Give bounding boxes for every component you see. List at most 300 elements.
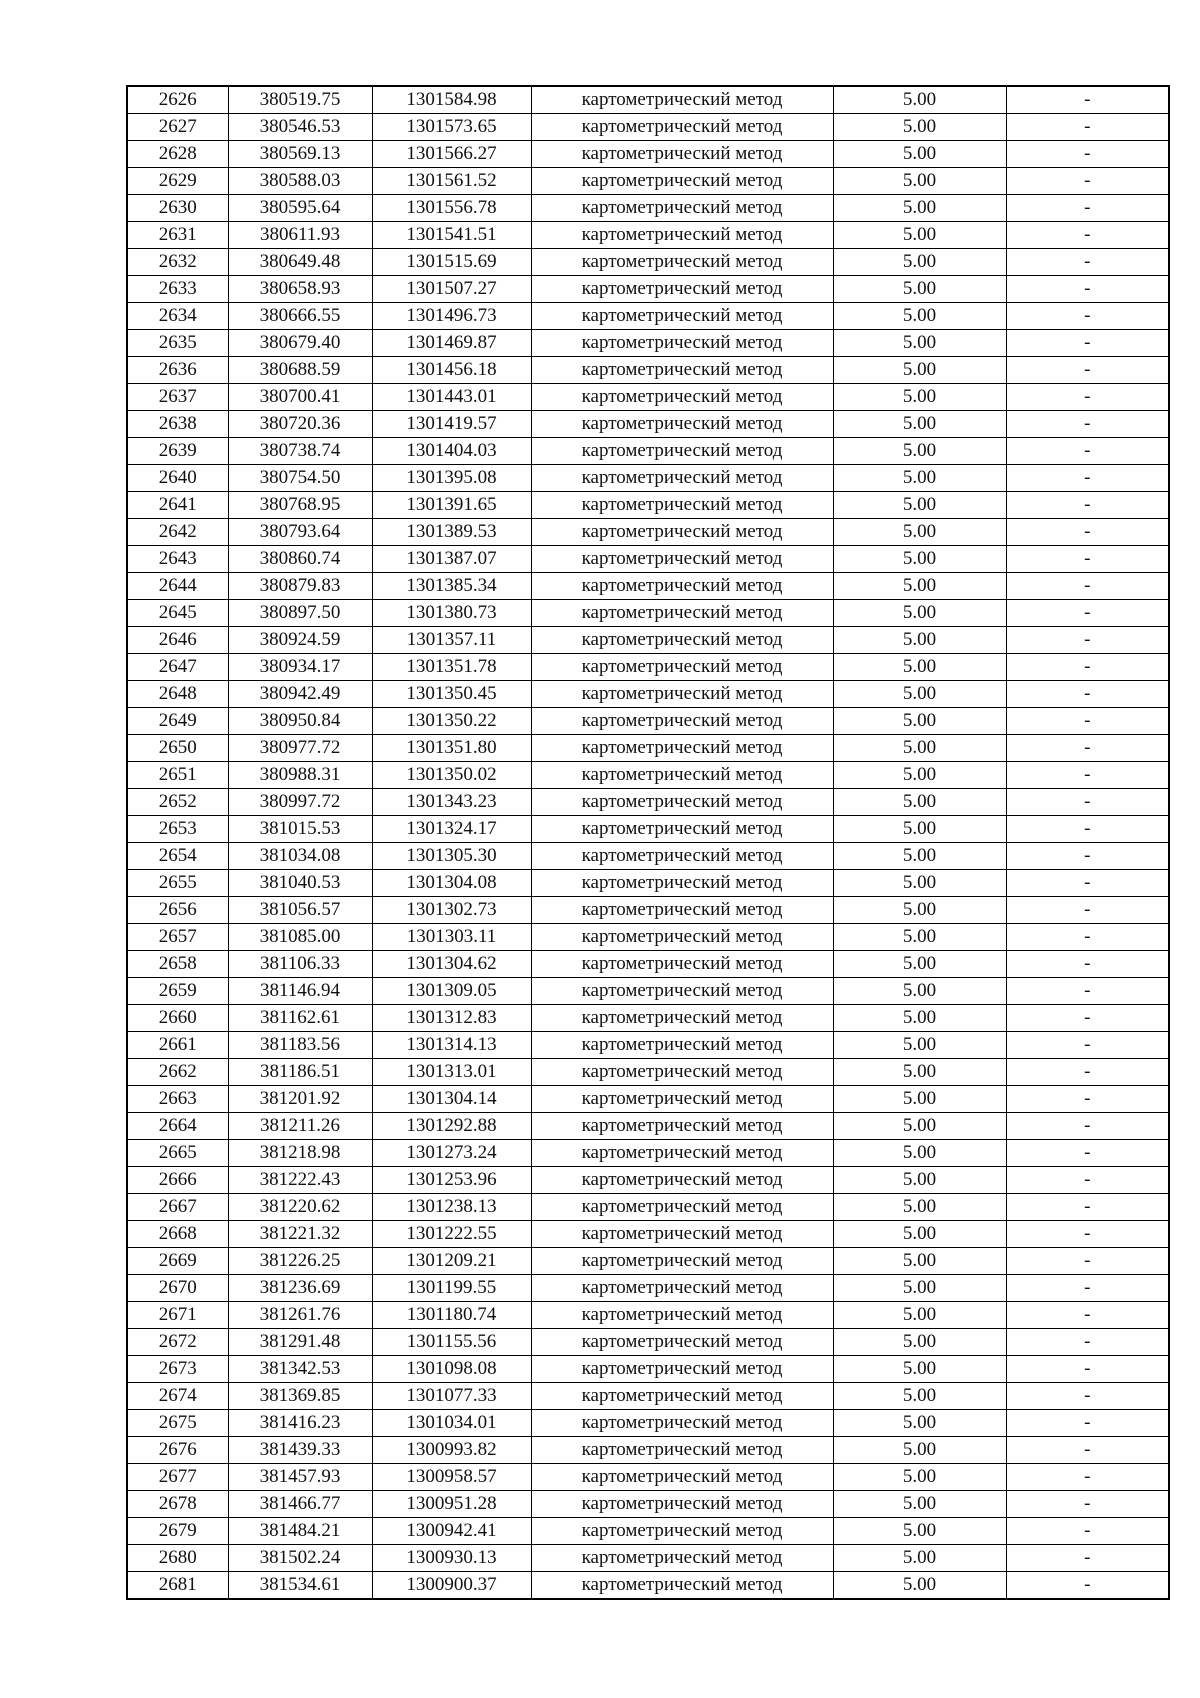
table-row: [127, 168, 1169, 195]
method-cell: картометрический метод: [531, 384, 833, 411]
x-coordinate-cell: 380569.13: [228, 141, 372, 168]
y-coordinate-cell: 1301456.18: [372, 357, 531, 384]
point-number-cell: 2657: [127, 924, 228, 951]
method-cell: картометрический метод: [531, 1167, 833, 1194]
note-cell: -: [1006, 1140, 1169, 1167]
point-number-cell: 2658: [127, 951, 228, 978]
table-row: [127, 357, 1169, 384]
point-number-cell: 2646: [127, 627, 228, 654]
accuracy-cell: 5.00: [833, 1491, 1006, 1518]
note-cell: -: [1006, 1059, 1169, 1086]
accuracy-cell: 5.00: [833, 141, 1006, 168]
table-row: [127, 1032, 1169, 1059]
point-number-cell: 2667: [127, 1194, 228, 1221]
y-coordinate-cell: 1301304.08: [372, 870, 531, 897]
accuracy-cell: 5.00: [833, 978, 1006, 1005]
note-cell: -: [1006, 168, 1169, 195]
point-number-cell: 2629: [127, 168, 228, 195]
note-cell: -: [1006, 86, 1169, 114]
table-row: [127, 141, 1169, 168]
accuracy-cell: 5.00: [833, 1113, 1006, 1140]
table-row: [127, 816, 1169, 843]
table-row: [127, 789, 1169, 816]
y-coordinate-cell: 1301222.55: [372, 1221, 531, 1248]
x-coordinate-cell: 380950.84: [228, 708, 372, 735]
accuracy-cell: 5.00: [833, 654, 1006, 681]
note-cell: -: [1006, 303, 1169, 330]
method-cell: картометрический метод: [531, 492, 833, 519]
note-cell: -: [1006, 816, 1169, 843]
table-row: [127, 222, 1169, 249]
accuracy-cell: 5.00: [833, 1356, 1006, 1383]
table-row: [127, 1383, 1169, 1410]
table-row: [127, 384, 1169, 411]
y-coordinate-cell: 1301034.01: [372, 1410, 531, 1437]
note-cell: -: [1006, 357, 1169, 384]
point-number-cell: 2649: [127, 708, 228, 735]
table-row: [127, 654, 1169, 681]
note-cell: -: [1006, 1086, 1169, 1113]
method-cell: картометрический метод: [531, 1005, 833, 1032]
point-number-cell: 2631: [127, 222, 228, 249]
table-row: [127, 1221, 1169, 1248]
note-cell: -: [1006, 1248, 1169, 1275]
y-coordinate-cell: 1301350.22: [372, 708, 531, 735]
x-coordinate-cell: 380611.93: [228, 222, 372, 249]
x-coordinate-cell: 381106.33: [228, 951, 372, 978]
point-number-cell: 2671: [127, 1302, 228, 1329]
x-coordinate-cell: 380658.93: [228, 276, 372, 303]
y-coordinate-cell: 1301496.73: [372, 303, 531, 330]
y-coordinate-cell: 1301309.05: [372, 978, 531, 1005]
accuracy-cell: 5.00: [833, 1302, 1006, 1329]
y-coordinate-cell: 1301343.23: [372, 789, 531, 816]
point-number-cell: 2637: [127, 384, 228, 411]
point-number-cell: 2669: [127, 1248, 228, 1275]
note-cell: -: [1006, 1329, 1169, 1356]
method-cell: картометрический метод: [531, 573, 833, 600]
point-number-cell: 2640: [127, 465, 228, 492]
table-row: [127, 195, 1169, 222]
table-row: [127, 762, 1169, 789]
note-cell: -: [1006, 438, 1169, 465]
method-cell: картометрический метод: [531, 519, 833, 546]
method-cell: картометрический метод: [531, 627, 833, 654]
x-coordinate-cell: 381211.26: [228, 1113, 372, 1140]
note-cell: -: [1006, 600, 1169, 627]
method-cell: картометрический метод: [531, 600, 833, 627]
accuracy-cell: 5.00: [833, 384, 1006, 411]
table-row: [127, 86, 1169, 114]
point-number-cell: 2670: [127, 1275, 228, 1302]
method-cell: картометрический метод: [531, 438, 833, 465]
method-cell: картометрический метод: [531, 870, 833, 897]
accuracy-cell: 5.00: [833, 1518, 1006, 1545]
x-coordinate-cell: 380649.48: [228, 249, 372, 276]
x-coordinate-cell: 380997.72: [228, 789, 372, 816]
table-row: [127, 492, 1169, 519]
accuracy-cell: 5.00: [833, 546, 1006, 573]
note-cell: -: [1006, 411, 1169, 438]
table-row: [127, 951, 1169, 978]
x-coordinate-cell: 380546.53: [228, 114, 372, 141]
note-cell: -: [1006, 924, 1169, 951]
accuracy-cell: 5.00: [833, 1167, 1006, 1194]
method-cell: картометрический метод: [531, 114, 833, 141]
note-cell: -: [1006, 1221, 1169, 1248]
x-coordinate-cell: 381534.61: [228, 1572, 372, 1600]
method-cell: картометрический метод: [531, 1248, 833, 1275]
accuracy-cell: 5.00: [833, 1059, 1006, 1086]
table-row: [127, 249, 1169, 276]
note-cell: -: [1006, 1275, 1169, 1302]
y-coordinate-cell: 1301180.74: [372, 1302, 531, 1329]
method-cell: картометрический метод: [531, 1491, 833, 1518]
note-cell: -: [1006, 1032, 1169, 1059]
y-coordinate-cell: 1301209.21: [372, 1248, 531, 1275]
x-coordinate-cell: 380879.83: [228, 573, 372, 600]
point-number-cell: 2677: [127, 1464, 228, 1491]
x-coordinate-cell: 380793.64: [228, 519, 372, 546]
accuracy-cell: 5.00: [833, 573, 1006, 600]
method-cell: картометрический метод: [531, 762, 833, 789]
y-coordinate-cell: 1301314.13: [372, 1032, 531, 1059]
method-cell: картометрический метод: [531, 1329, 833, 1356]
x-coordinate-cell: 380519.75: [228, 86, 372, 114]
method-cell: картометрический метод: [531, 1140, 833, 1167]
accuracy-cell: 5.00: [833, 681, 1006, 708]
note-cell: -: [1006, 1491, 1169, 1518]
point-number-cell: 2645: [127, 600, 228, 627]
x-coordinate-cell: 381291.48: [228, 1329, 372, 1356]
method-cell: картометрический метод: [531, 411, 833, 438]
table-row: [127, 303, 1169, 330]
accuracy-cell: 5.00: [833, 1248, 1006, 1275]
method-cell: картометрический метод: [531, 1572, 833, 1600]
method-cell: картометрический метод: [531, 789, 833, 816]
x-coordinate-cell: 381034.08: [228, 843, 372, 870]
accuracy-cell: 5.00: [833, 1221, 1006, 1248]
table-row: [127, 411, 1169, 438]
x-coordinate-cell: 381484.21: [228, 1518, 372, 1545]
accuracy-cell: 5.00: [833, 870, 1006, 897]
accuracy-cell: 5.00: [833, 600, 1006, 627]
point-number-cell: 2636: [127, 357, 228, 384]
point-number-cell: 2635: [127, 330, 228, 357]
y-coordinate-cell: 1301305.30: [372, 843, 531, 870]
note-cell: -: [1006, 492, 1169, 519]
method-cell: картометрический метод: [531, 1437, 833, 1464]
accuracy-cell: 5.00: [833, 1140, 1006, 1167]
table-row: [127, 681, 1169, 708]
x-coordinate-cell: 381226.25: [228, 1248, 372, 1275]
point-number-cell: 2648: [127, 681, 228, 708]
accuracy-cell: 5.00: [833, 1329, 1006, 1356]
y-coordinate-cell: 1301556.78: [372, 195, 531, 222]
accuracy-cell: 5.00: [833, 1410, 1006, 1437]
note-cell: -: [1006, 978, 1169, 1005]
y-coordinate-cell: 1301292.88: [372, 1113, 531, 1140]
y-coordinate-cell: 1301155.56: [372, 1329, 531, 1356]
note-cell: -: [1006, 1410, 1169, 1437]
accuracy-cell: 5.00: [833, 1572, 1006, 1600]
method-cell: картометрический метод: [531, 1059, 833, 1086]
note-cell: -: [1006, 1518, 1169, 1545]
x-coordinate-cell: 380666.55: [228, 303, 372, 330]
point-number-cell: 2659: [127, 978, 228, 1005]
point-number-cell: 2650: [127, 735, 228, 762]
table-row: [127, 465, 1169, 492]
method-cell: картометрический метод: [531, 168, 833, 195]
y-coordinate-cell: 1301404.03: [372, 438, 531, 465]
method-cell: картометрический метод: [531, 1113, 833, 1140]
accuracy-cell: 5.00: [833, 195, 1006, 222]
y-coordinate-cell: 1301351.80: [372, 735, 531, 762]
method-cell: картометрический метод: [531, 1086, 833, 1113]
point-number-cell: 2651: [127, 762, 228, 789]
note-cell: -: [1006, 627, 1169, 654]
x-coordinate-cell: 380679.40: [228, 330, 372, 357]
point-number-cell: 2626: [127, 86, 228, 114]
accuracy-cell: 5.00: [833, 114, 1006, 141]
note-cell: -: [1006, 1464, 1169, 1491]
note-cell: -: [1006, 654, 1169, 681]
note-cell: -: [1006, 1572, 1169, 1600]
accuracy-cell: 5.00: [833, 816, 1006, 843]
y-coordinate-cell: 1301584.98: [372, 86, 531, 114]
method-cell: картометрический метод: [531, 816, 833, 843]
accuracy-cell: 5.00: [833, 330, 1006, 357]
accuracy-cell: 5.00: [833, 276, 1006, 303]
method-cell: картометрический метод: [531, 978, 833, 1005]
method-cell: картометрический метод: [531, 249, 833, 276]
x-coordinate-cell: 380977.72: [228, 735, 372, 762]
point-number-cell: 2642: [127, 519, 228, 546]
x-coordinate-cell: 381236.69: [228, 1275, 372, 1302]
y-coordinate-cell: 1301419.57: [372, 411, 531, 438]
x-coordinate-cell: 381085.00: [228, 924, 372, 951]
y-coordinate-cell: 1301253.96: [372, 1167, 531, 1194]
method-cell: картометрический метод: [531, 924, 833, 951]
y-coordinate-cell: 1301443.01: [372, 384, 531, 411]
note-cell: -: [1006, 249, 1169, 276]
accuracy-cell: 5.00: [833, 1545, 1006, 1572]
method-cell: картометрический метод: [531, 1194, 833, 1221]
table-row: [127, 1005, 1169, 1032]
y-coordinate-cell: 1301199.55: [372, 1275, 531, 1302]
y-coordinate-cell: 1301357.11: [372, 627, 531, 654]
y-coordinate-cell: 1301304.14: [372, 1086, 531, 1113]
x-coordinate-cell: 381369.85: [228, 1383, 372, 1410]
table-row: [127, 924, 1169, 951]
point-number-cell: 2662: [127, 1059, 228, 1086]
x-coordinate-cell: 381221.32: [228, 1221, 372, 1248]
table-row: [127, 1572, 1169, 1600]
note-cell: -: [1006, 114, 1169, 141]
method-cell: картометрический метод: [531, 1302, 833, 1329]
method-cell: картометрический метод: [531, 1410, 833, 1437]
table-row: [127, 843, 1169, 870]
note-cell: -: [1006, 789, 1169, 816]
method-cell: картометрический метод: [531, 951, 833, 978]
accuracy-cell: 5.00: [833, 465, 1006, 492]
x-coordinate-cell: 381439.33: [228, 1437, 372, 1464]
accuracy-cell: 5.00: [833, 627, 1006, 654]
point-number-cell: 2641: [127, 492, 228, 519]
x-coordinate-cell: 381502.24: [228, 1545, 372, 1572]
table-row: [127, 1437, 1169, 1464]
point-number-cell: 2654: [127, 843, 228, 870]
point-number-cell: 2660: [127, 1005, 228, 1032]
method-cell: картометрический метод: [531, 195, 833, 222]
accuracy-cell: 5.00: [833, 1194, 1006, 1221]
y-coordinate-cell: 1300930.13: [372, 1545, 531, 1572]
method-cell: картометрический метод: [531, 1032, 833, 1059]
table-row: [127, 1059, 1169, 1086]
y-coordinate-cell: 1300958.57: [372, 1464, 531, 1491]
method-cell: картометрический метод: [531, 330, 833, 357]
note-cell: -: [1006, 546, 1169, 573]
accuracy-cell: 5.00: [833, 438, 1006, 465]
point-number-cell: 2627: [127, 114, 228, 141]
point-number-cell: 2676: [127, 1437, 228, 1464]
table-row: [127, 330, 1169, 357]
point-number-cell: 2681: [127, 1572, 228, 1600]
y-coordinate-cell: 1301304.62: [372, 951, 531, 978]
table-row: [127, 978, 1169, 1005]
x-coordinate-cell: 381183.56: [228, 1032, 372, 1059]
note-cell: -: [1006, 870, 1169, 897]
table-row: [127, 546, 1169, 573]
table-row: [127, 627, 1169, 654]
accuracy-cell: 5.00: [833, 1032, 1006, 1059]
y-coordinate-cell: 1300900.37: [372, 1572, 531, 1600]
method-cell: картометрический метод: [531, 708, 833, 735]
table-row: [127, 1140, 1169, 1167]
note-cell: -: [1006, 762, 1169, 789]
x-coordinate-cell: 381222.43: [228, 1167, 372, 1194]
point-number-cell: 2643: [127, 546, 228, 573]
accuracy-cell: 5.00: [833, 843, 1006, 870]
point-number-cell: 2666: [127, 1167, 228, 1194]
table-row: [127, 1086, 1169, 1113]
y-coordinate-cell: 1301573.65: [372, 114, 531, 141]
x-coordinate-cell: 380768.95: [228, 492, 372, 519]
table-row: [127, 1356, 1169, 1383]
x-coordinate-cell: 381457.93: [228, 1464, 372, 1491]
note-cell: -: [1006, 519, 1169, 546]
point-number-cell: 2630: [127, 195, 228, 222]
x-coordinate-cell: 381040.53: [228, 870, 372, 897]
y-coordinate-cell: 1301324.17: [372, 816, 531, 843]
method-cell: картометрический метод: [531, 1464, 833, 1491]
x-coordinate-cell: 381186.51: [228, 1059, 372, 1086]
table-row: [127, 1167, 1169, 1194]
accuracy-cell: 5.00: [833, 249, 1006, 276]
note-cell: -: [1006, 573, 1169, 600]
method-cell: картометрический метод: [531, 141, 833, 168]
table-row: [127, 438, 1169, 465]
note-cell: -: [1006, 843, 1169, 870]
y-coordinate-cell: 1301302.73: [372, 897, 531, 924]
accuracy-cell: 5.00: [833, 1383, 1006, 1410]
table-row: [127, 519, 1169, 546]
point-number-cell: 2638: [127, 411, 228, 438]
y-coordinate-cell: 1301313.01: [372, 1059, 531, 1086]
table-row: [127, 1113, 1169, 1140]
table-row: [127, 600, 1169, 627]
table-row: [127, 1518, 1169, 1545]
point-number-cell: 2672: [127, 1329, 228, 1356]
y-coordinate-cell: 1301077.33: [372, 1383, 531, 1410]
y-coordinate-cell: 1301238.13: [372, 1194, 531, 1221]
point-number-cell: 2675: [127, 1410, 228, 1437]
table-row: [127, 573, 1169, 600]
y-coordinate-cell: 1301389.53: [372, 519, 531, 546]
point-number-cell: 2673: [127, 1356, 228, 1383]
x-coordinate-cell: 381466.77: [228, 1491, 372, 1518]
method-cell: картометрический метод: [531, 843, 833, 870]
method-cell: картометрический метод: [531, 86, 833, 114]
y-coordinate-cell: 1301351.78: [372, 654, 531, 681]
point-number-cell: 2634: [127, 303, 228, 330]
table-row: [127, 114, 1169, 141]
x-coordinate-cell: 381056.57: [228, 897, 372, 924]
point-number-cell: 2674: [127, 1383, 228, 1410]
y-coordinate-cell: 1301350.02: [372, 762, 531, 789]
table-row: [127, 1464, 1169, 1491]
accuracy-cell: 5.00: [833, 1437, 1006, 1464]
y-coordinate-cell: 1301385.34: [372, 573, 531, 600]
accuracy-cell: 5.00: [833, 951, 1006, 978]
point-number-cell: 2680: [127, 1545, 228, 1572]
table-row: [127, 870, 1169, 897]
coordinates-table: [126, 85, 1170, 1600]
accuracy-cell: 5.00: [833, 86, 1006, 114]
y-coordinate-cell: 1301380.73: [372, 600, 531, 627]
table-row: [127, 1491, 1169, 1518]
point-number-cell: 2663: [127, 1086, 228, 1113]
method-cell: картометрический метод: [531, 465, 833, 492]
x-coordinate-cell: 380924.59: [228, 627, 372, 654]
point-number-cell: 2639: [127, 438, 228, 465]
accuracy-cell: 5.00: [833, 1464, 1006, 1491]
x-coordinate-cell: 380700.41: [228, 384, 372, 411]
accuracy-cell: 5.00: [833, 897, 1006, 924]
point-number-cell: 2652: [127, 789, 228, 816]
point-number-cell: 2644: [127, 573, 228, 600]
point-number-cell: 2679: [127, 1518, 228, 1545]
y-coordinate-cell: 1301387.07: [372, 546, 531, 573]
x-coordinate-cell: 380860.74: [228, 546, 372, 573]
x-coordinate-cell: 380934.17: [228, 654, 372, 681]
x-coordinate-cell: 380988.31: [228, 762, 372, 789]
accuracy-cell: 5.00: [833, 1275, 1006, 1302]
x-coordinate-cell: 380754.50: [228, 465, 372, 492]
x-coordinate-cell: 380897.50: [228, 600, 372, 627]
note-cell: -: [1006, 897, 1169, 924]
method-cell: картометрический метод: [531, 1221, 833, 1248]
accuracy-cell: 5.00: [833, 519, 1006, 546]
x-coordinate-cell: 380595.64: [228, 195, 372, 222]
table-row: [127, 735, 1169, 762]
y-coordinate-cell: 1301391.65: [372, 492, 531, 519]
y-coordinate-cell: 1301312.83: [372, 1005, 531, 1032]
note-cell: -: [1006, 195, 1169, 222]
note-cell: -: [1006, 1437, 1169, 1464]
x-coordinate-cell: 381146.94: [228, 978, 372, 1005]
method-cell: картометрический метод: [531, 222, 833, 249]
